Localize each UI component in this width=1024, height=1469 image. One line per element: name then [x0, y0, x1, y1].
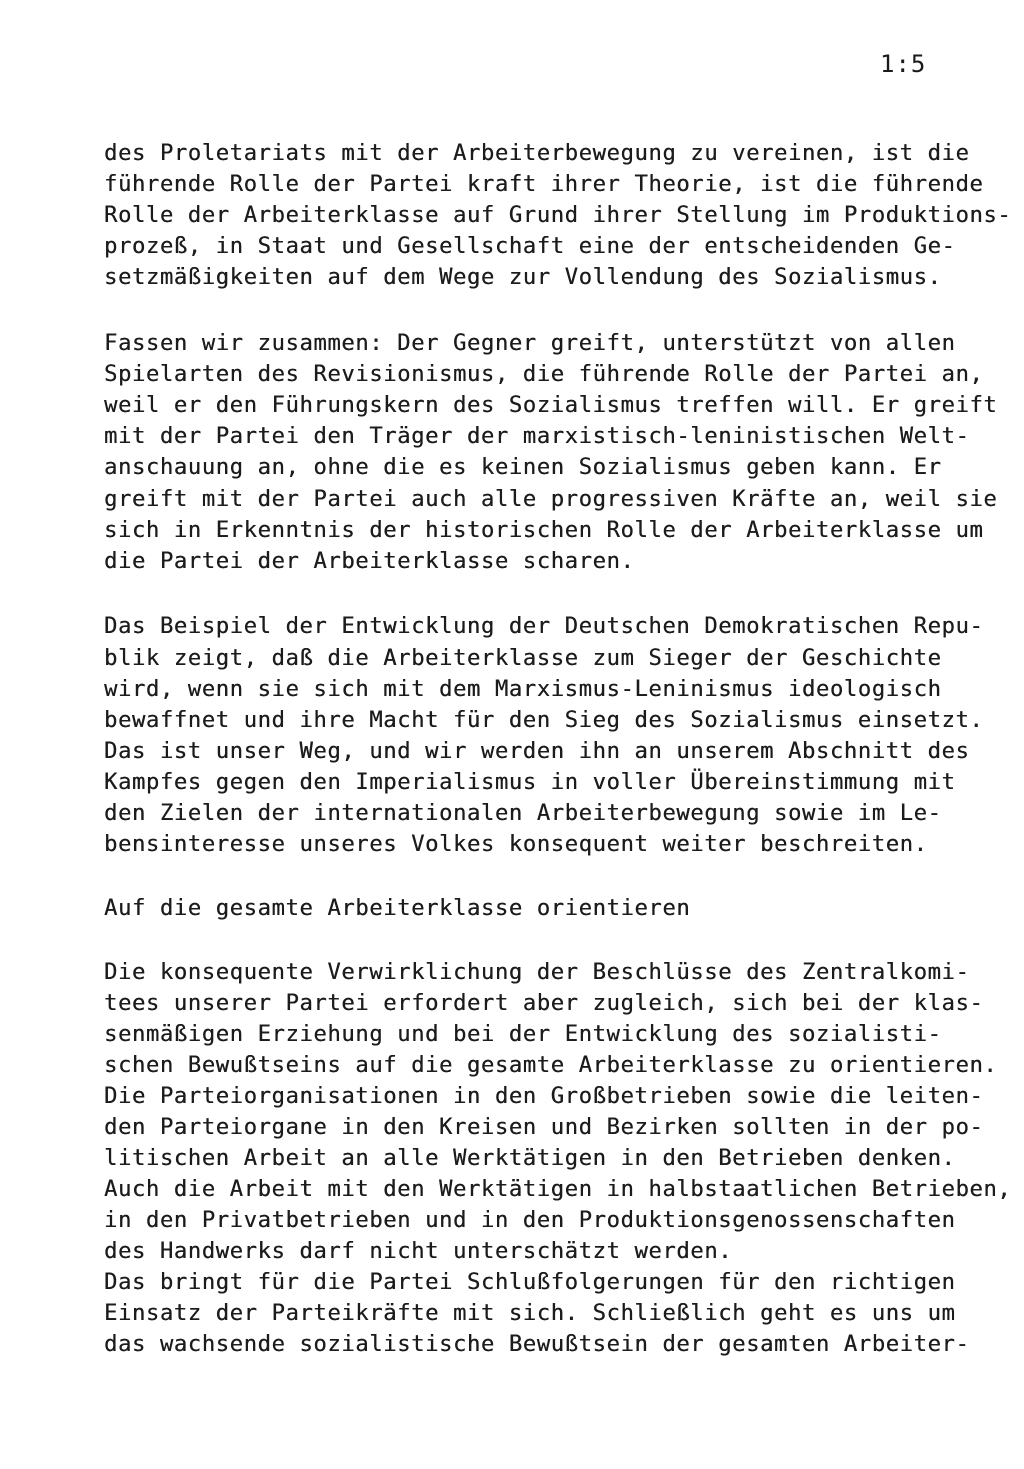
text-line: den Parteiorgane in den Kreisen und Bezirken sollten in der po- [104, 1114, 984, 1140]
text-line: blik zeigt, daß die Arbeiterklasse zum Sieger der Geschichte [104, 645, 942, 671]
text-line: Das ist unser Weg, und wir werden ihn an unserem Abschnitt des [104, 738, 970, 764]
text-line: des Handwerks darf nicht unterschätzt werden. [104, 1238, 733, 1264]
text-line: Einsatz der Parteikräfte mit sich. Schließlich geht es uns um [104, 1300, 956, 1326]
text-line: mit der Partei den Träger der marxistisch-leninistischen Welt- [104, 423, 970, 449]
text-line: setzmäßigkeiten auf dem Wege zur Vollendung des Sozialismus. [104, 264, 942, 290]
text-line: senmäßigen Erziehung und bei der Entwicklung des sozialisti- [104, 1021, 942, 1047]
text-line: weil er den Führungskern des Sozialismus treffen will. Er greift [104, 392, 998, 418]
text-line: Kampfes gegen den Imperialismus in voller Übereinstimmung mit [104, 769, 956, 795]
text-line: Das Beispiel der Entwicklung der Deutschen Demokratischen Repu- [104, 613, 984, 639]
text-line: Spielarten des Revisionismus, die führende Rolle der Partei an, [104, 361, 984, 387]
text-line: führende Rolle der Partei kraft ihrer Theorie, ist die führende [104, 171, 984, 197]
text-line: bewaffnet und ihre Macht für den Sieg des Sozialismus einsetzt. [104, 707, 984, 733]
page-number: 1:5 [880, 50, 927, 78]
text-line: die Partei der Arbeiterklasse scharen. [104, 548, 635, 574]
text-line: Rolle der Arbeiterklasse auf Grund ihrer Stellung im Produktions- [104, 202, 1012, 228]
text-line: Die konsequente Verwirklichung der Beschlüsse des Zentralkomi- [104, 959, 970, 985]
text-line: den Zielen der internationalen Arbeiterbewegung sowie im Le- [104, 800, 942, 826]
text-line: wird, wenn sie sich mit dem Marxismus-Leninismus ideologisch [104, 676, 942, 702]
text-line: Die Parteiorganisationen in den Großbetrieben sowie die leiten- [104, 1083, 984, 1109]
text-line: in den Privatbetrieben und in den Produktionsgenossenschaften [104, 1207, 956, 1233]
text-line: bensinteresse unseres Volkes konsequent weiter beschreiten. [104, 831, 928, 857]
text-line: anschauung an, ohne die es keinen Sozialismus geben kann. Er [104, 454, 942, 480]
text-line: das wachsende sozialistische Bewußtsein der gesamten Arbeiter- [104, 1331, 970, 1357]
text-line: schen Bewußtseins auf die gesamte Arbeiterklasse zu orientieren. [104, 1052, 998, 1078]
text-line: Das bringt für die Partei Schlußfolgerungen für den richtigen [104, 1269, 956, 1295]
text-line: des Proletariats mit der Arbeiterbewegung zu vereinen, ist die [104, 140, 970, 166]
heading-text: Auf die gesamte Arbeiterklasse orientieren [104, 895, 691, 921]
text-line: sich in Erkenntnis der historischen Rolle der Arbeiterklasse um [104, 517, 984, 543]
text-line: greift mit der Partei auch alle progressiven Kräfte an, weil sie [104, 486, 998, 512]
text-line: litischen Arbeit an alle Werktätigen in den Betrieben denken. [104, 1145, 956, 1171]
text-line: Fassen wir zusammen: Der Gegner greift, unterstützt von allen [104, 330, 956, 356]
text-line: tees unserer Partei erfordert aber zugleich, sich bei der klas- [104, 990, 984, 1016]
text-line: prozeß, in Staat und Gesellschaft eine der entscheidenden Ge- [104, 233, 956, 259]
text-line: Auch die Arbeit mit den Werktätigen in halbstaatlichen Betrieben, [104, 1176, 1012, 1202]
